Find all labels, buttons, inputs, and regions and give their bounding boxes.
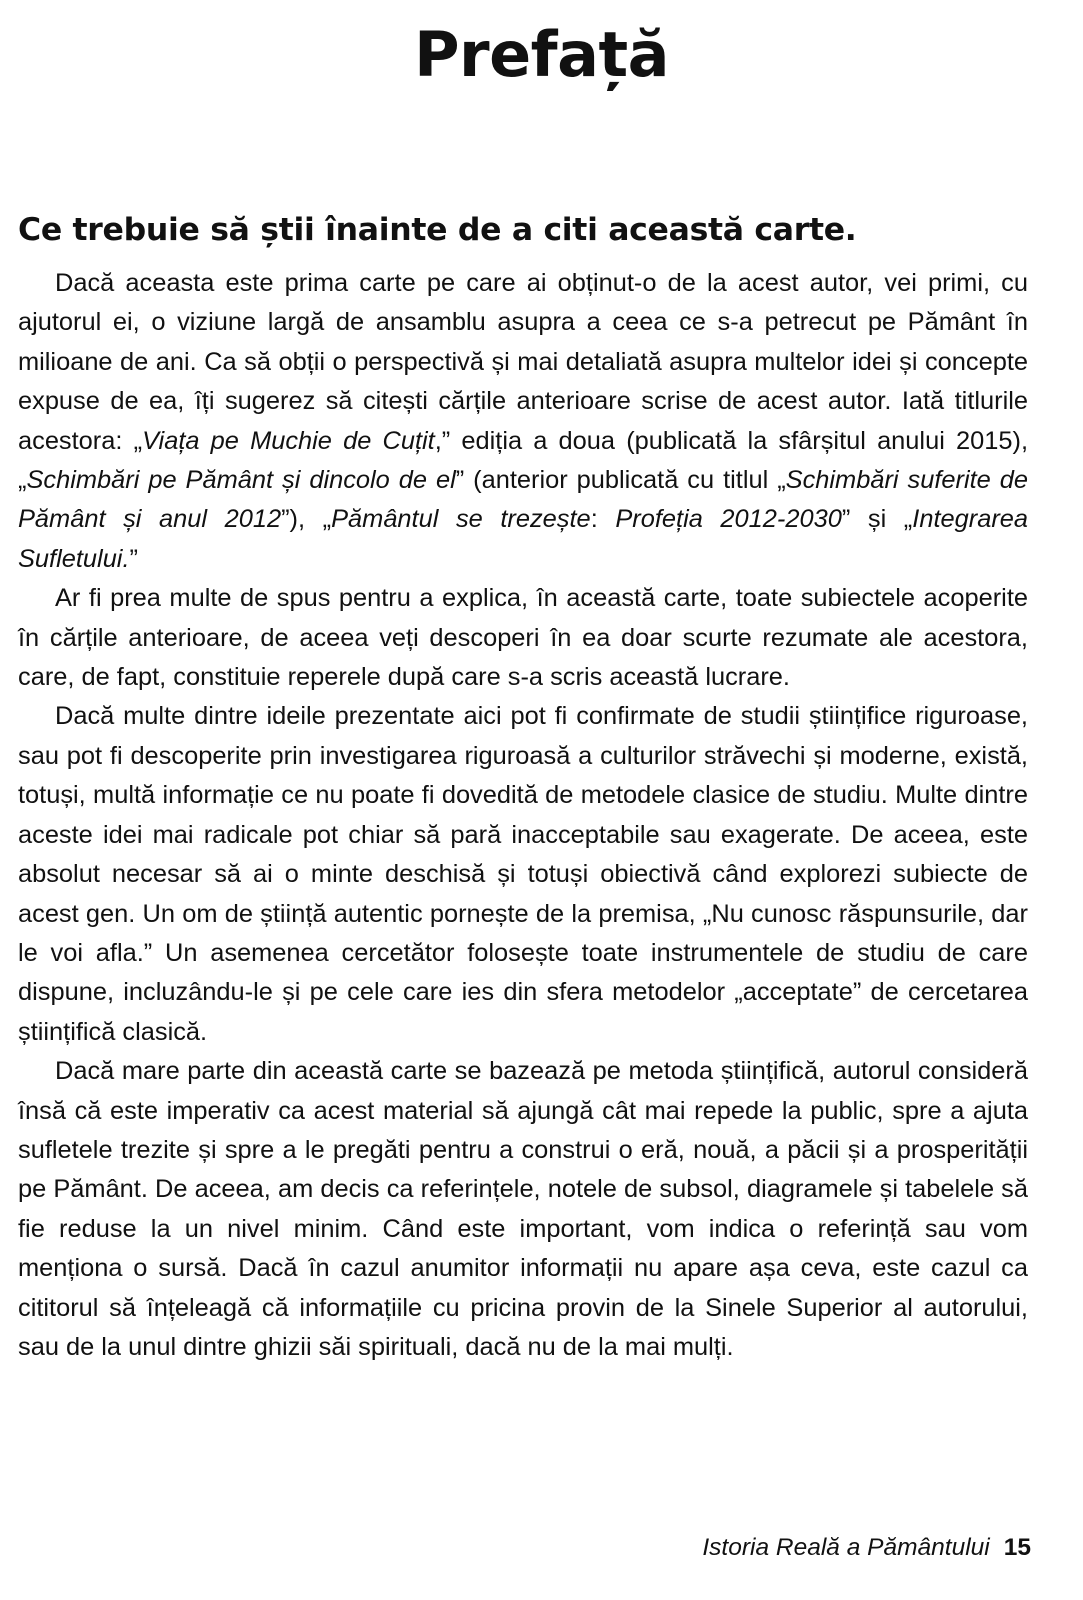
book-title-reference: Integrarea Sufletului. [18,505,1029,573]
text-segment: ” și „ [841,505,913,534]
book-title-reference: Viața pe Muchie de Cuțit [142,426,435,455]
paragraph-1 [18,264,1028,579]
page-footer [702,1528,1031,1568]
book-title-reference: Profeția 2012-2030 [615,505,842,534]
text-segment: Ar fi prea multe de spus pentru a explica, în această carte, toate subiectele acoperite în cărțile anterioare, de aceea veți descoperi în ea doar scurte rezumate ale acestora, care, de fapt, constituie reperele după care s-a scris această lucrare. [18,584,1028,692]
running-footer-title: Istoria Reală a Pământului [702,1534,990,1561]
page-title: Prefață [414,18,669,91]
paragraph-3 [18,697,1028,1052]
text-segment: : [590,505,616,534]
book-title-reference: Pământul se trezește [331,505,591,534]
paragraph-2 [18,579,1028,697]
text-segment: Dacă mare parte din această carte se bazează pe metoda științifică, autorul consideră însă că este imperativ ca acest material să ajungă cât mai repede la public, spre a ajuta sufletele trezite și spre a le pregăti pentru a construi o eră, nouă, a păcii și a prosperității pe Pământ. De aceea, am decis ca referințele, notele de subsol, diagramele și tabelele să fie reduse la un nivel minim. Când este important, vom indica o referință sau vom menționa o sursă. Dacă în cazul anumitor informații nu apare așa ceva, este cazul ca cititorul să înțeleagă că informațiile cu pricina provin de la Sinele Superior al autorului, sau de la unul dintre ghizii săi spirituali, dacă nu de la mai mulți. [18,1057,1028,1361]
body-text [18,264,1028,1367]
text-segment: ,” ediția a doua (publicată la sfârșitul anului 2015), „ [18,426,1028,495]
book-title-reference: Schimbări suferite de Pământ și anul 2012 [18,466,1028,534]
text-segment: ” (anterior publicată cu titlul „ [455,466,786,495]
text-segment: ” [129,544,138,573]
paragraph-4 [18,1052,1028,1367]
text-segment: Dacă aceasta este prima carte pe care ai obținut-o de la acest autor, vei primi, cu ajutorul ei, o viziune largă de ansamblu asupra a ceea ce s-a petrecut pe Pământ în milioane de ani. Ca să obții o perspectivă și mai detaliată asupra multelor idei și concepte expuse de ea, îți sugerez să citești cărțile anterioare scrise de acest autor. Iată titlurile acestora: „ [18,269,1028,455]
book-title-reference: Schimbări pe Pământ și dincolo de el [26,466,456,495]
page-number: 15 [1003,1534,1031,1561]
text-segment: ”), „ [281,505,332,534]
text-segment: Dacă multe dintre ideile prezentate aici pot fi confirmate de studii științifice riguroase, sau pot fi descoperite prin investigarea riguroasă a culturilor străvechi și moderne, există, totuși, multă informație ce nu poate fi dovedită de metodele clasice de studiu. Multe dintre aceste idei mai radicale pot chiar să pară inacceptabile sau exagerate. De aceea, este absolut necesar să ai o minte deschisă și totuși obiectivă când explorezi subiecte de acest gen. Un om de știință autentic pornește de la premisa, „Nu cunosc răspunsurile, dar le voi afla.” Un asemenea cercetător folosește toate instrumentele de studiu de care dispune, incluzându-le și pe cele care ies din sfera metodelor „acceptate” de cercetarea științifică clasică. [18,702,1028,1046]
section-heading: Ce trebuie să știi înainte de a citi această carte. [18,212,857,248]
